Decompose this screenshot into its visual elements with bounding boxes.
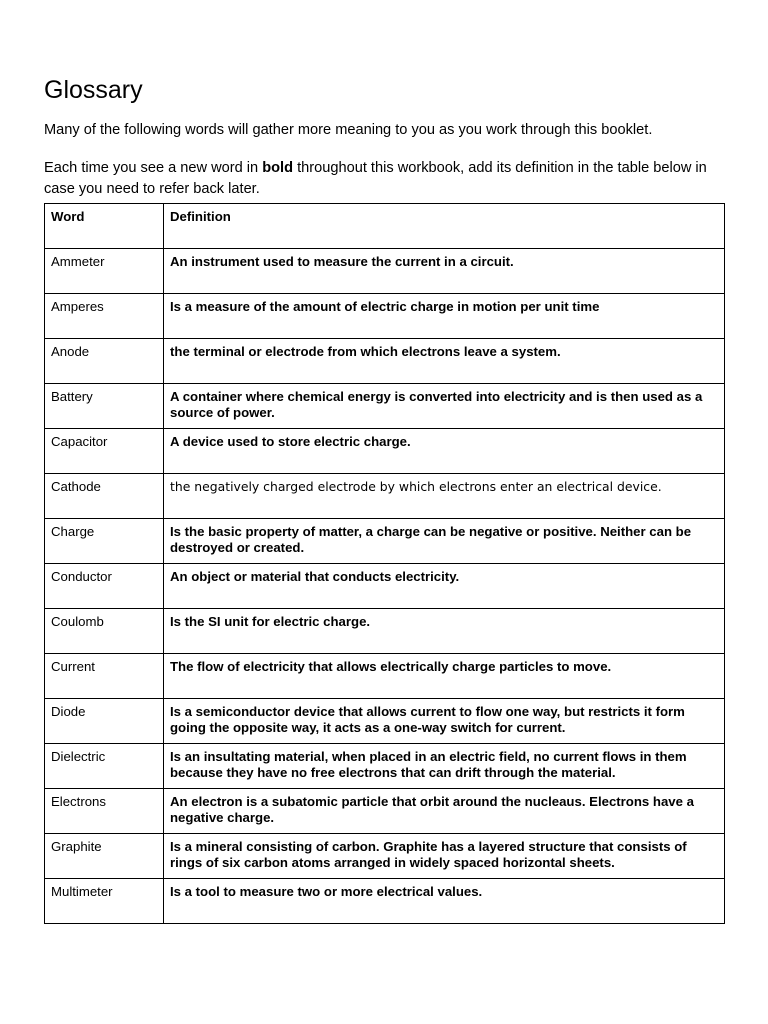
definition-cell: Is an insultating material, when placed in an electric field, no current flows in them because they have no free electrons that can drift through the material. xyxy=(164,744,725,789)
definition-cell: An instrument used to measure the current in a circuit. xyxy=(164,249,725,294)
term-cell: Amperes xyxy=(45,294,164,339)
term-cell: Battery xyxy=(45,384,164,429)
table-row xyxy=(45,609,725,654)
table-row xyxy=(45,384,725,429)
table-row xyxy=(45,294,725,339)
definition-cell: An electron is a subatomic particle that orbit around the nucleaus. Electrons have a negative charge. xyxy=(164,789,725,834)
term-cell: Coulomb xyxy=(45,609,164,654)
table-row xyxy=(45,429,725,474)
table-header-row xyxy=(45,204,725,249)
term-cell: Cathode xyxy=(45,474,164,519)
table-row xyxy=(45,744,725,789)
definition-cell: A device used to store electric charge. xyxy=(164,429,725,474)
term-cell: Electrons xyxy=(45,789,164,834)
definition-cell: Is a mineral consisting of carbon. Graphite has a layered structure that consists of rings of six carbon atoms arranged in widely spaced horizontal sheets. xyxy=(164,834,725,879)
definition-cell: Is the basic property of matter, a charge can be negative or positive. Neither can be destroyed or created. xyxy=(164,519,725,564)
header-definition: Definition xyxy=(164,204,725,249)
definition-cell: The flow of electricity that allows electrically charge particles to move. xyxy=(164,654,725,699)
definition-cell: A container where chemical energy is converted into electricity and is then used as a source of power. xyxy=(164,384,725,429)
table-row xyxy=(45,519,725,564)
term-cell: Graphite xyxy=(45,834,164,879)
term-cell: Anode xyxy=(45,339,164,384)
table-row xyxy=(45,564,725,609)
table-row xyxy=(45,339,725,384)
page-title: Glossary xyxy=(44,76,143,104)
table-row xyxy=(45,474,725,519)
table-row xyxy=(45,834,725,879)
instruction-paragraph xyxy=(44,158,734,200)
term-cell: Multimeter xyxy=(45,879,164,924)
term-cell: Ammeter xyxy=(45,249,164,294)
intro-paragraph: Many of the following words will gather more meaning to you as you work through this booklet. xyxy=(44,122,653,138)
term-cell: Current xyxy=(45,654,164,699)
table-row xyxy=(45,789,725,834)
definition-cell: Is a measure of the amount of electric charge in motion per unit time xyxy=(164,294,725,339)
instruction-text-before: Each time you see a new word in xyxy=(44,160,263,176)
definition-cell: An object or material that conducts electricity. xyxy=(164,564,725,609)
header-word: Word xyxy=(45,204,164,249)
term-cell: Dielectric xyxy=(45,744,164,789)
instruction-text-after: throughout this workbook, add its definition in the table below in case you need to refer back later. xyxy=(44,160,707,197)
definition-cell: Is a semiconductor device that allows current to flow one way, but restricts it form going the opposite way, it acts as a one-way switch for current. xyxy=(164,699,725,744)
definition-cell: Is a tool to measure two or more electrical values. xyxy=(164,879,725,924)
table-row xyxy=(45,879,725,924)
table-row xyxy=(45,654,725,699)
definition-cell: the negatively charged electrode by which electrons enter an electrical device. xyxy=(164,474,725,519)
instruction-bold-word: bold xyxy=(262,160,294,176)
table-row xyxy=(45,249,725,294)
definition-cell: Is the SI unit for electric charge. xyxy=(164,609,725,654)
term-cell: Conductor xyxy=(45,564,164,609)
term-cell: Charge xyxy=(45,519,164,564)
term-cell: Diode xyxy=(45,699,164,744)
glossary-table xyxy=(44,203,725,924)
term-cell: Capacitor xyxy=(45,429,164,474)
definition-cell: the terminal or electrode from which electrons leave a system. xyxy=(164,339,725,384)
table-row xyxy=(45,699,725,744)
